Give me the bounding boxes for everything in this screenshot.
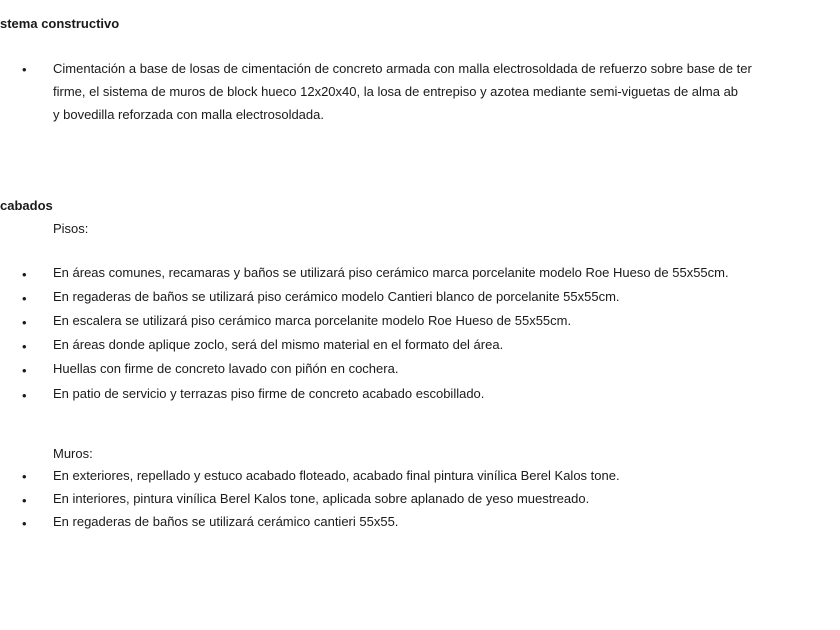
- bullet: •: [22, 267, 27, 282]
- list-item: En escalera se utilizará piso cerámico marca porcelanite modelo Roe Hueso de 55x55cm.: [53, 313, 572, 328]
- bullet: •: [22, 388, 27, 403]
- section-heading-acabados: cabados: [0, 198, 53, 213]
- paragraph-line: Cimentación a base de losas de cimentación de concreto armada con malla electrosoldada de refuerzo sobre base de ter: [53, 61, 752, 76]
- list-item: En exteriores, repellado y estuco acabado floteado, acabado final pintura vinílica Berel Kalos tone.: [53, 468, 620, 483]
- list-item: En áreas donde aplique zoclo, será del mismo material en el formato del área.: [53, 337, 504, 352]
- bullet: •: [22, 363, 27, 378]
- list-item: En regaderas de baños se utilizará cerámico cantieri 55x55.: [53, 514, 399, 529]
- bullet: •: [22, 339, 27, 354]
- list-item: En regaderas de baños se utilizará piso cerámico modelo Cantieri blanco de porcelanite 55x55cm.: [53, 289, 620, 304]
- subheading-muros: Muros:: [53, 446, 93, 461]
- list-item: En patio de servicio y terrazas piso firme de concreto acabado escobillado.: [53, 386, 485, 401]
- subheading-pisos: Pisos:: [53, 221, 89, 236]
- bullet: •: [22, 62, 27, 77]
- bullet: •: [22, 291, 27, 306]
- bullet: •: [22, 469, 27, 484]
- list-item: Huellas con firme de concreto lavado con piñón en cochera.: [53, 361, 399, 376]
- list-item: En interiores, pintura vinílica Berel Kalos tone, aplicada sobre aplanado de yeso muestreado.: [53, 491, 590, 506]
- section-heading-sistema-constructivo: stema constructivo: [0, 16, 120, 31]
- bullet: •: [22, 315, 27, 330]
- paragraph-line: firme, el sistema de muros de block hueco 12x20x40, la losa de entrepiso y azotea mediante semi-viguetas de alma ab: [53, 84, 739, 99]
- paragraph-line: y bovedilla reforzada con malla electrosoldada.: [53, 107, 324, 122]
- bullet: •: [22, 493, 27, 508]
- list-item: En áreas comunes, recamaras y baños se utilizará piso cerámico marca porcelanite modelo Roe Hueso de 55x55cm.: [53, 265, 729, 280]
- bullet: •: [22, 516, 27, 531]
